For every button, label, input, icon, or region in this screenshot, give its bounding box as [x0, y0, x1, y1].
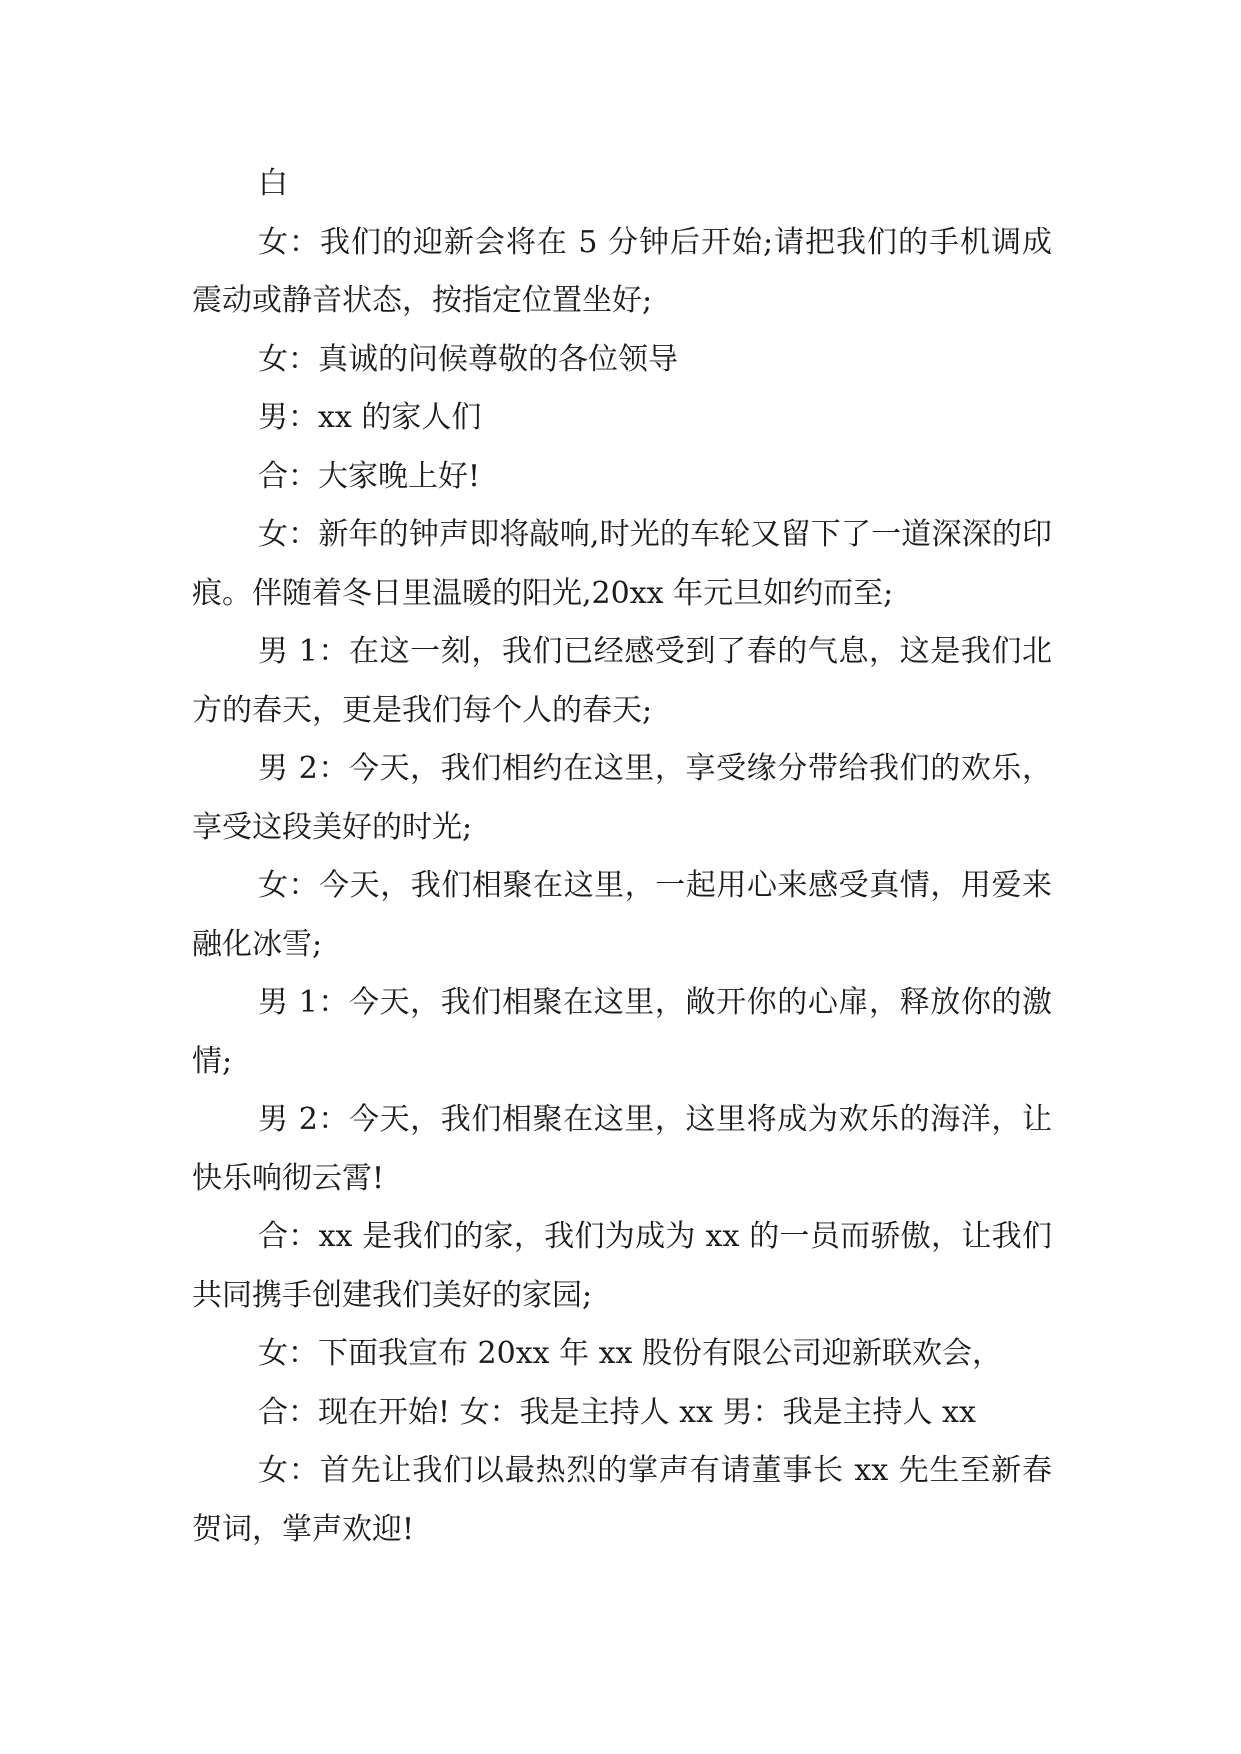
paragraph: 男：xx 的家人们 [258, 400, 482, 435]
document-body [192, 155, 1052, 1559]
paragraph: 女：真诚的问候尊敬的各位领导 [258, 341, 678, 377]
paragraph: 女：下面我宣布 20xx 年 xx 股份有限公司迎新联欢会， [258, 1336, 1002, 1371]
paragraph: 男 2：今天，我们相聚在这里，这里将成为欢乐的海洋，让快乐响彻云霄! [192, 1102, 1052, 1196]
paragraph: 女：我们的迎新会将在 5 分钟后开始;请把我们的手机调成震动或静音状态，按指定位置坐好; [192, 224, 1052, 318]
paragraph: 合：xx 是我们的家，我们为成为 xx 的一员而骄傲，让我们共同携手创建我们美好的家园; [192, 1219, 1052, 1313]
paragraph: 男 2：今天，我们相约在这里，享受缘分带给我们的欢乐，享受这段美好的时光; [192, 751, 1052, 845]
paragraph: 男 1：在这一刻，我们已经感受到了春的气息，这是我们北方的春天，更是我们每个人的春天; [192, 634, 1052, 728]
paragraph: 女：新年的钟声即将敲响,时光的车轮又留下了一道深深的印痕。伴随着冬日里温暖的阳光,20xx 年元旦如约而至; [192, 517, 1052, 611]
paragraph: 合：现在开始! 女：我是主持人 xx 男：我是主持人 xx [258, 1394, 976, 1430]
paragraph: 女：首先让我们以最热烈的掌声有请董事长 xx 先生至新春贺词，掌声欢迎! [192, 1453, 1052, 1547]
paragraph: 合：大家晚上好! [258, 458, 481, 494]
paragraph: 女：今天，我们相聚在这里，一起用心来感受真情，用爱来融化冰雪; [192, 868, 1052, 962]
paragraph: 白 [258, 166, 288, 201]
paragraph: 男 1：今天，我们相聚在这里，敞开你的心扉，释放你的激情; [192, 985, 1052, 1079]
